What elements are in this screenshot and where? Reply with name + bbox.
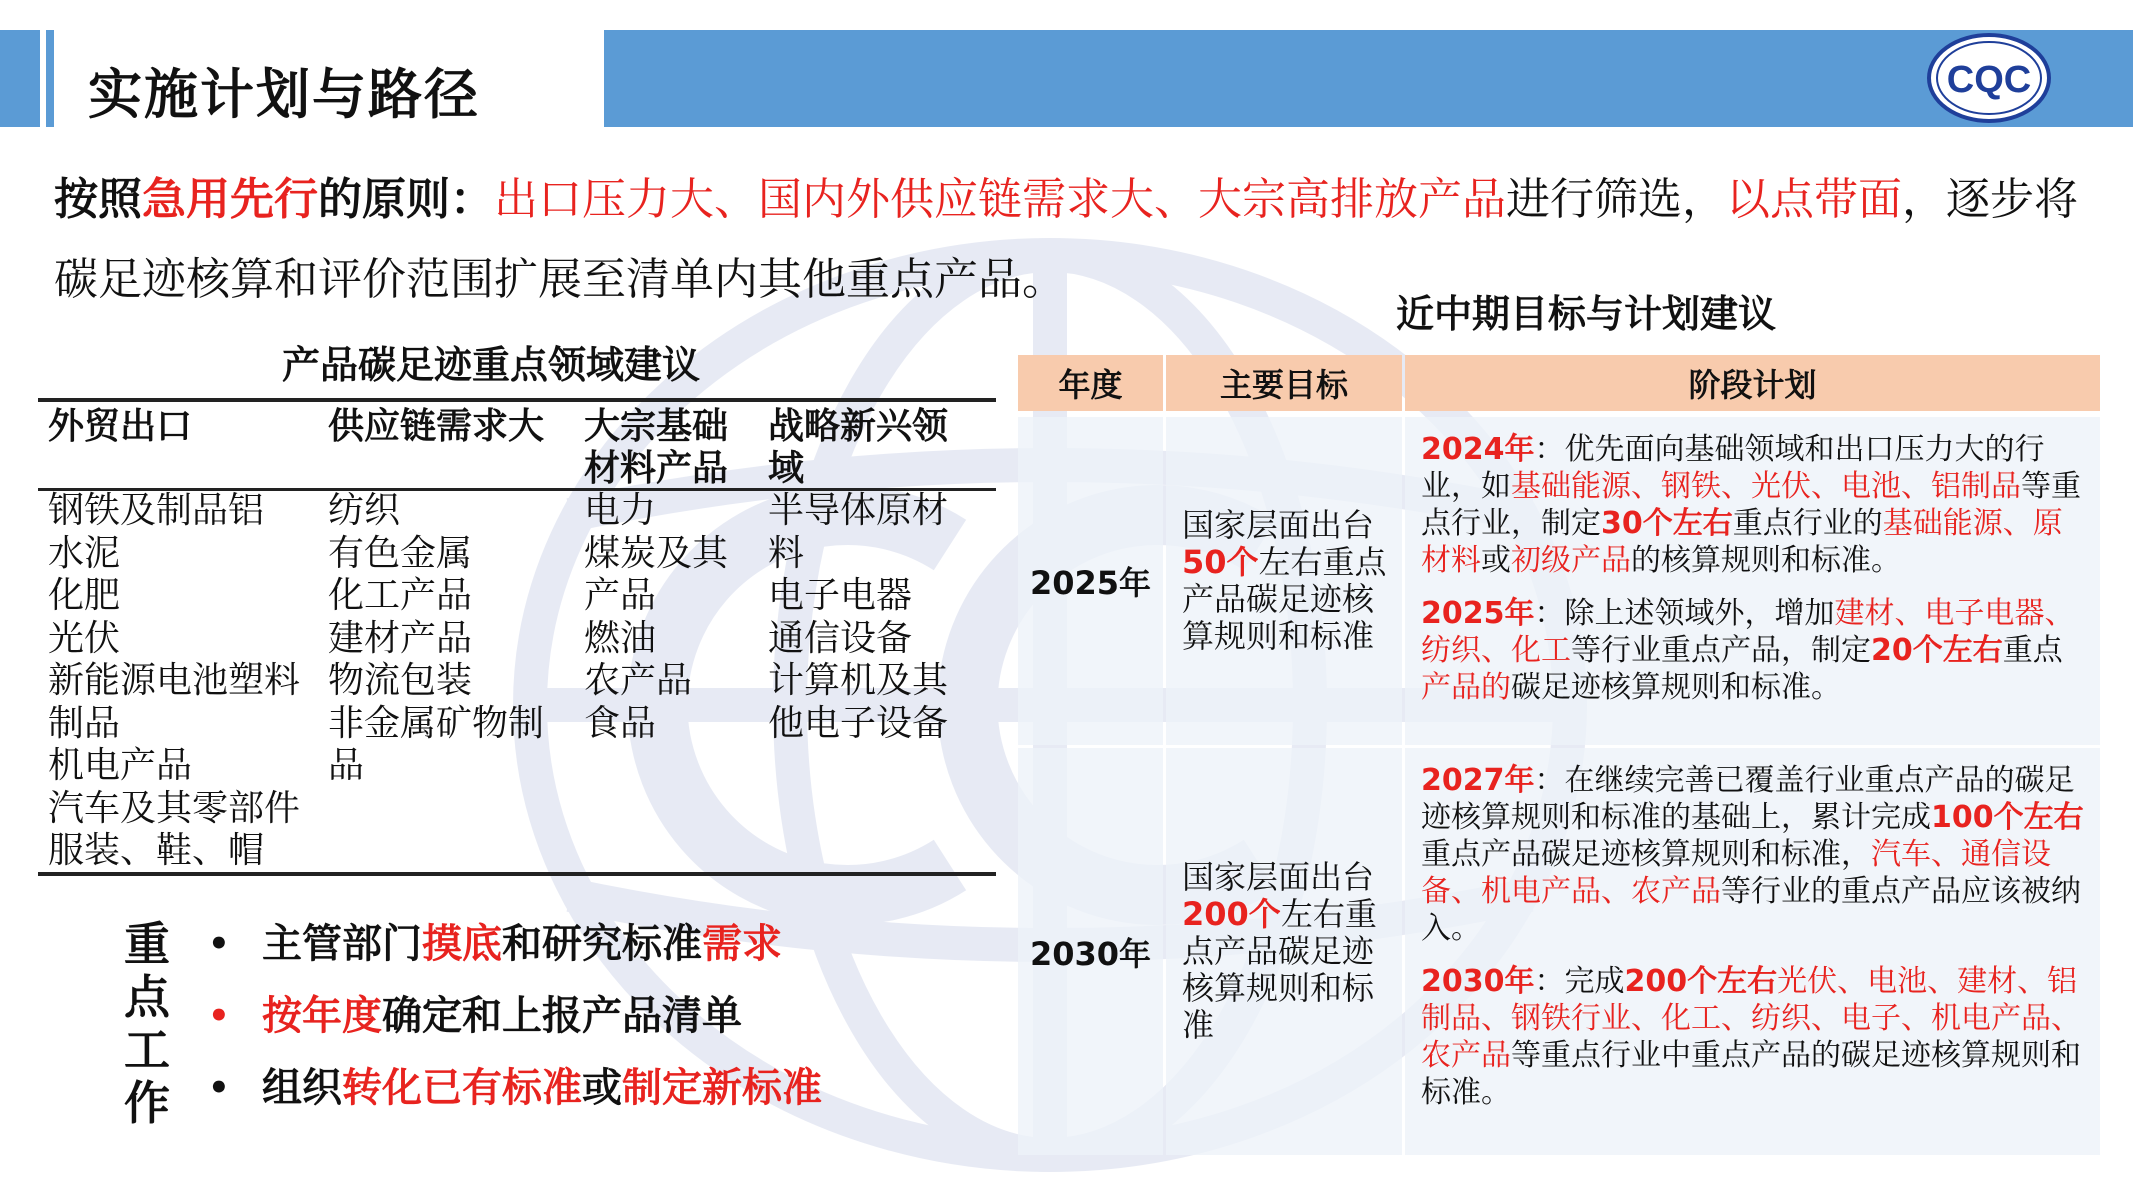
goal-text-part: 国家层面出台 [1182,858,1375,896]
list-item: 他电子设备 [768,702,949,744]
list-item: 制品 [48,702,121,744]
list-item: 食品 [584,702,657,744]
key-work-text: 确定和上报产品清单 [382,993,742,1039]
key-work-text: 主管部门 [262,921,422,967]
list-item: 机电产品 [48,745,193,786]
column-header-supply-chain: 供应链需求大 [328,406,545,447]
goal-text-part: 左右重点产品碳足迹核算规则和标准 [1182,895,1377,1044]
plan-text: 等行业重点产品，制定 [1571,633,1871,668]
row-goal-2025 [1166,417,1402,745]
header-banner [604,30,2133,127]
row-plan-2025 [1405,417,2100,745]
intro-text: 的原则： [318,174,494,225]
plan-highlight: 建材、电子电器、纺织、化工 [1421,596,2075,668]
plan-text: ： [1534,763,1565,798]
key-work-label-char: 重 [124,917,170,971]
intro-text: ，逐步将碳足迹核算和评价范围扩展至清单内其他重点产品。 [54,174,2078,305]
column-header-export: 外贸出口 [48,406,193,447]
plan-text: 重点 [2002,633,2063,668]
list-item: 通信设备 [768,617,913,659]
row-plan-2030 [1405,748,2100,1155]
column-header-line: 大宗基础 [584,406,729,447]
plan-highlight: 产品的 [1421,670,1511,705]
column-bulk-materials-items [584,490,728,745]
column-supply-chain-items [328,490,544,788]
key-work-highlight: 摸底 [422,921,502,967]
goal-text [1182,507,1388,655]
row-goal-2030 [1166,748,1402,1155]
table-rule [38,872,996,876]
goals-plan-table [1018,355,2100,1155]
column-header-emerging [768,406,948,490]
plan-text: 完成 [1564,964,1625,999]
column-header-line: 战略新兴领 [768,406,949,447]
list-item: 电力 [584,490,657,531]
plan-text: ： [1534,964,1565,999]
list-item [200,980,822,1052]
plan-year: 2027年 [1421,763,1535,798]
key-work-text: 或 [582,1065,622,1111]
plan-paragraph [1421,963,2086,1111]
list-item: 水泥 [48,532,121,574]
intro-highlight: 以点带面 [1726,174,1902,225]
list-item: 钢铁及制品铝 [48,490,265,531]
list-item: 产品 [584,575,657,616]
intro-highlight: 出口压力大、国内外供应链需求大、大宗高排放产品 [494,174,1506,225]
list-item: 化肥 [48,575,121,616]
plan-text: 的核算规则和标准。 [1631,543,1901,578]
plan-text: 优先面向基础领域和出口压力大的行业，如 [1421,432,2045,504]
intro-highlight: 急用先行 [142,174,318,225]
plan-text: 碳足迹核算规则和标准。 [1511,670,1841,705]
column-header-year: 年度 [1018,355,1163,411]
plan-text: 或 [1481,543,1511,578]
plan-text: ： [1534,596,1565,631]
column-header-plan: 阶段计划 [1405,355,2100,411]
plan-highlight: 20个左右 [1871,633,2003,668]
list-item: 品 [328,745,365,786]
plan-highlight: 200个左右 [1624,964,1778,999]
header-accent-bar [0,30,40,127]
goal-highlight: 50个 [1182,543,1259,581]
column-emerging-items [768,490,948,745]
right-table-title: 近中期目标与计划建议 [1396,292,1777,336]
list-item: 电子电器 [768,575,913,616]
key-work-label-char: 工 [124,1023,170,1077]
plan-highlight: 初级产品 [1511,543,1631,578]
plan-text: ： [1534,432,1565,467]
plan-text: 除上述领域外，增加 [1564,596,1835,631]
list-item: 服装、鞋、帽 [48,830,265,871]
plan-text: 重点行业的 [1732,506,1883,541]
key-work-highlight: 按年度 [262,993,382,1039]
plan-highlight: 基础能源、原材料 [1421,506,2063,578]
plan-highlight: 30个左右 [1601,506,1733,541]
plan-text: 等重点行业中重点产品的碳足迹核算规则和标准。 [1421,1038,2081,1110]
column-header-line: 域 [768,448,805,489]
key-work-text: 组织 [262,1065,342,1111]
list-item: 物流包装 [328,660,473,701]
goal-text [1182,859,1388,1044]
cqc-logo [1926,32,2052,124]
key-work-label-char: 作 [124,1076,170,1130]
key-work-highlight: 需求 [702,921,782,967]
plan-year: 2030年 [1421,964,1535,999]
column-export-items [48,490,300,873]
key-work-highlight: 制定新标准 [622,1065,822,1111]
bullet-icon: • [208,996,230,1036]
list-item: 农产品 [584,660,693,701]
list-item: 化工产品 [328,575,473,616]
column-header-bulk-materials [584,406,728,490]
plan-highlight: 100个左右 [1931,800,2084,835]
column-header-goal: 主要目标 [1166,355,1402,411]
goal-text-part: 左右重点产品碳足迹核算规则和标准 [1182,543,1387,655]
intro-text: 进行筛选， [1506,174,1726,225]
plan-paragraph [1421,595,2086,706]
bullet-icon: • [208,924,230,964]
plan-year: 2025年 [1421,596,1535,631]
key-work-label [124,917,170,1130]
goal-highlight: 200个 [1182,895,1281,933]
intro-paragraph [54,160,2094,320]
list-item: 半导体原材 [768,490,949,531]
list-item: 光伏 [48,617,121,659]
key-work-highlight: 转化已有标准 [342,1065,582,1111]
plan-text: 在继续完善已覆盖行业重点产品的碳足迹核算规则和标准的基础上，累计完成 [1421,763,2075,835]
list-item: 纺织 [328,490,401,531]
list-item: 建材产品 [328,617,473,659]
key-work-text: 和研究标准 [502,921,702,967]
plan-highlight: 光伏、电池、建材、铝制品、钢铁行业、化工、纺织、电子、机电产品、农产品 [1421,964,2081,1073]
list-item [200,1052,822,1124]
list-item: 燃油 [584,617,657,659]
plan-highlight: 基础能源、钢铁、光伏、电池、铝制品 [1511,469,2021,504]
plan-text: 等重点行业，制定 [1421,469,2081,541]
intro-text: 按照 [54,174,142,225]
plan-text: 重点产品碳足迹核算规则和标准， [1421,837,1871,872]
key-work-label-char: 点 [124,970,170,1024]
column-header-line: 材料产品 [584,448,729,489]
list-item: 汽车及其零部件 [48,787,301,829]
list-item: 计算机及其 [768,660,949,701]
table-rule [38,398,996,402]
goal-text-part: 国家层面出台 [1182,506,1375,544]
list-item [200,908,822,980]
left-table-title: 产品碳足迹重点领域建议 [282,343,701,387]
plan-text: 等行业的重点产品应该被纳入。 [1421,874,2081,946]
list-item: 煤炭及其 [584,532,729,574]
key-work-list [200,908,822,1124]
list-item: 有色金属 [328,532,473,574]
list-item: 非金属矿物制 [328,702,545,744]
page-title: 实施计划与路径 [88,63,480,126]
row-year-2025: 2025年 [1018,417,1163,745]
plan-highlight: 汽车、通信设备、机电产品、农产品 [1421,837,2051,909]
list-item: 新能源电池塑料 [48,660,301,701]
row-year-2030: 2030年 [1018,748,1163,1155]
logo-text: CQC [1946,59,2032,101]
plan-paragraph [1421,431,2086,579]
plan-year: 2024年 [1421,432,1535,467]
bullet-icon: • [208,1068,230,1108]
list-item: 料 [768,532,805,574]
plan-paragraph [1421,762,2086,947]
header-accent-stripe [46,30,54,127]
